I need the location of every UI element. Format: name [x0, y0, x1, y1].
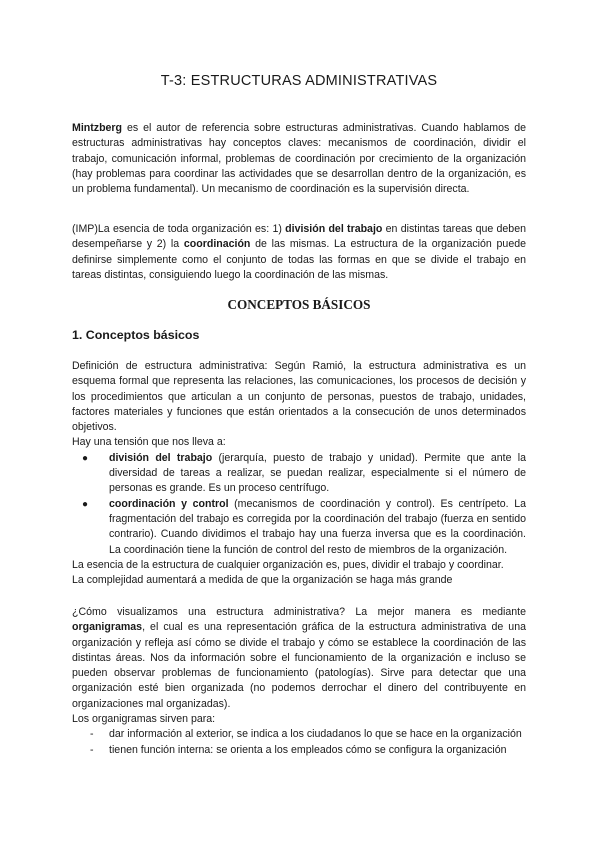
dash-icon: - [90, 743, 94, 756]
page-title: T-3: ESTRUCTURAS ADMINISTRATIVAS [160, 73, 438, 89]
author-name: Mintzberg [72, 122, 123, 134]
imp-paragraph: (IMP)La esencia de toda organización es: 1) división del trabajo en distintas tareas que deben desempeñarse y 2) la coordinación de las mismas. La estructura de la organización puede definirse simplemente como el conjunto de todas las formas en que se divide el trabajo en tareas distintas, consiguiendo luego la coordinación de las mismas. [72, 223, 526, 281]
complexity-line: La complejidad aumentará a medida de que la organización se haga más grande [72, 574, 453, 587]
definition-block [72, 359, 526, 588]
definition-paragraph: Definición de estructura administrativa: Según Ramió, la estructura administrativa es un esquema formal que representa las relaciones, las comunicaciones, los procesos de decisión y los procedimientos que articulan a un conjunto de personas, puestos de trabajo, unidades, factores materiales y funciones que están orientados a la consecución de unos determinados objetivos. [72, 360, 526, 434]
list-item: - tienen función interna: se orienta a los empleados cómo se configura la organización [72, 743, 526, 758]
tension-list [72, 451, 526, 558]
organigram-intro: Los organigramas sirven para: [72, 713, 216, 726]
tension-intro: Hay una tensión que nos lleva a: [72, 436, 226, 449]
list-item: - dar información al exterior, se indica a los ciudadanos lo que se hace en la organización [72, 727, 526, 742]
organigram-block [72, 605, 526, 758]
section-heading: CONCEPTOS BÁSICOS [227, 297, 371, 312]
list-item: ● división del trabajo (jerarquía, puesto de trabajo y unidad). Permite que ante la diversidad de tareas a realizar, se puedan realizar, especialmente si el número de personas es grande. Es un proceso centrífugo. [82, 451, 526, 495]
dash-icon: - [90, 728, 94, 741]
bullet-icon: ● [82, 452, 89, 464]
bullet-icon: ● [82, 498, 89, 510]
visualize-paragraph: ¿Cómo visualizamos una estructura administrativa? La mejor manera es mediante organigramas, el cual es una representación gráfica de la estructura administrativa de una organización y refleja así cómo se divide el trabajo y cómo se establece la coordinación de las distintas áreas. Nos da información sobre el funcionamiento de la organización e incluso se pueden observar problemas de funcionamiento (patologías). Sirve para detectar que una organización esté bien organizada (no podemos derrochar el dinero del contribuyente en organizaciones mal organizadas). [72, 606, 526, 710]
essence-line: La esencia de la estructura de cualquier organización es, pues, dividir el trabajo y coordinar. [72, 558, 504, 571]
intro-paragraph: Mintzberg es el autor de referencia sobre estructuras administrativas. Cuando hablamos de estructuras administrativas hay conceptos claves: mecanismos de coordinación, dividir el trabajo, comunicación informal, problemas de coordinación por crecimiento de la organización (hay problemas para coordinar las actividades que se desarrollan dentro de la organización, es un problema fundamental). Un mecanismo de coordinación es la supervisión directa. [72, 122, 526, 196]
list-item: ● coordinación y control (mecanismos de coordinación y control). Es centrípeto. La fragmentación del trabajo es corregida por la coordinación del trabajo (fuerza en sentido contrario). Cuando dividimos el trabajo hay una fuerza inversa que es la coordinación. La coordinación tiene la función de control del resto de miembros de la organización. [82, 497, 526, 556]
subsection-heading: 1. Conceptos básicos [72, 328, 200, 342]
organigram-uses-list [72, 727, 526, 758]
